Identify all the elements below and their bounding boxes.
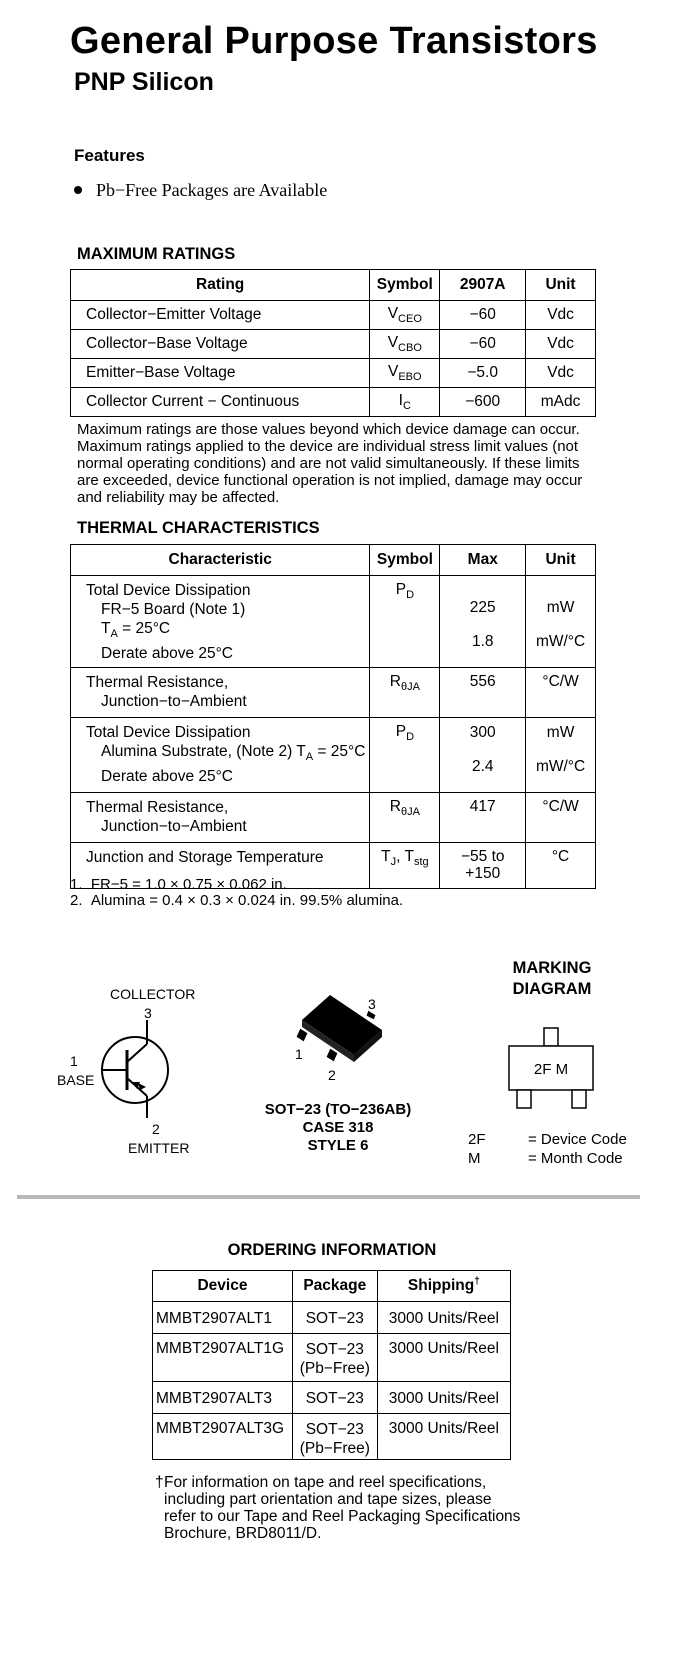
col-header: Package [292, 1271, 377, 1302]
rating-cell: Collector−Emitter Voltage [71, 301, 370, 330]
shipping-cell: 3000 Units/Reel [377, 1382, 510, 1414]
emitter-label: EMITTER [128, 1140, 190, 1156]
table-row [71, 330, 596, 359]
symbol-cell: $I_C$ [370, 388, 440, 417]
ordering-heading: ORDERING INFORMATION [227, 1241, 437, 1259]
max-cell: 417 [440, 793, 526, 843]
max-cell: 300 2.4 [440, 718, 526, 793]
characteristic-cell: Junction and Storage Temperature [71, 843, 370, 889]
symbol-cell: $V_{CEO}$ [370, 301, 440, 330]
pin-number: 1 [70, 1053, 78, 1069]
package-cell: SOT−23 (Pb−Free) [292, 1334, 377, 1382]
col-header: Symbol [370, 545, 440, 576]
table-row [71, 388, 596, 417]
col-header: Max [440, 545, 526, 576]
value-cell: −600 [440, 388, 526, 417]
characteristic-cell: Total Device Dissipation Alumina Substrate, (Note 2) $T_A = 25^\circ C$ Derate above 25°C [71, 718, 370, 793]
characteristic-cell: Thermal Resistance, Junction−to−Ambient [71, 668, 370, 718]
marking-diagram-heading: MARKING DIAGRAM [512, 959, 592, 998]
col-header: Symbol [370, 270, 440, 301]
value-cell: −60 [440, 330, 526, 359]
footnote: 2. Alumina = 0.4 × 0.3 × 0.024 in. 99.5% alumina. [70, 892, 404, 909]
unit-cell: °C/W [526, 668, 596, 718]
value-cell: −5.0 [440, 359, 526, 388]
pin-number: 3 [368, 996, 376, 1012]
pin-number: 1 [295, 1046, 303, 1062]
page-title: General Purpose Transistors [70, 20, 598, 62]
table-row [71, 793, 596, 843]
table-row [153, 1302, 511, 1334]
unit-cell: Vdc [526, 301, 596, 330]
symbol-cell: $P_D$ [370, 576, 440, 668]
table-row [71, 718, 596, 793]
page-subtitle: PNP Silicon [74, 68, 214, 96]
col-header: 2907A [440, 270, 526, 301]
sot23-package-icon [290, 990, 400, 1070]
col-header: Rating [71, 270, 370, 301]
rating-cell: Emitter−Base Voltage [71, 359, 370, 388]
shipping-cell: 3000 Units/Reel [377, 1414, 510, 1460]
table-header-row [153, 1271, 511, 1302]
footnote: 1. FR−5 = 1.0 × 0.75 × 0.062 in. [70, 876, 287, 893]
thermal-table [70, 544, 596, 889]
pin-number: 2 [152, 1121, 160, 1137]
rating-cell: Collector−Base Voltage [71, 330, 370, 359]
unit-cell: mW mW/°C [526, 718, 596, 793]
unit-cell: Vdc [526, 330, 596, 359]
unit-cell: mW mW/°C [526, 576, 596, 668]
value-cell: −60 [440, 301, 526, 330]
table-header-row [71, 270, 596, 301]
marking-code: 2F M [533, 1061, 569, 1078]
max-cell: 225 1.8 [440, 576, 526, 668]
rating-cell: Collector Current − Continuous [71, 388, 370, 417]
col-header: Device [153, 1271, 293, 1302]
max-ratings-note: Maximum ratings are those values beyond which device damage can occur. Maximum ratings applied to the device are individual stress limit values (not normal operating conditions) and are not valid simultaneously. If these limits are exceeded, device functional operation is not implied, damage may occur and reliability may be affected. [77, 421, 583, 506]
symbol-cell: $P_D$ [370, 718, 440, 793]
table-row [71, 359, 596, 388]
table-row [71, 576, 596, 668]
max-cell: −55 to +150 [440, 843, 526, 889]
pin-number: 2 [328, 1067, 336, 1083]
table-row [153, 1334, 511, 1382]
symbol-cell: $R_{\theta JA}$ [370, 793, 440, 843]
legend-item: 2F = Device Code [468, 1131, 627, 1148]
legend-item: M = Month Code [468, 1150, 623, 1167]
table-row [153, 1382, 511, 1414]
thermal-heading: THERMAL CHARACTERISTICS [77, 519, 320, 537]
symbol-cell: $V_{EBO}$ [370, 359, 440, 388]
unit-cell: °C/W [526, 793, 596, 843]
table-header-row [71, 545, 596, 576]
section-divider [17, 1195, 640, 1199]
package-cell: SOT−23 [292, 1382, 377, 1414]
ordering-footnote: †For information on tape and reel specifications, including part orientation and tape sizes, please refer to our Tape and Reel Packaging Specifications Brochure, BRD8011/D. [155, 1474, 521, 1542]
table-row [71, 301, 596, 330]
base-label: BASE [57, 1072, 95, 1088]
device-cell: MMBT2907ALT3G [153, 1414, 293, 1460]
symbol-cell: $T_J$, $T_{stg}$ [370, 843, 440, 889]
pin-number: 3 [144, 1005, 152, 1021]
device-cell: MMBT2907ALT1 [153, 1302, 293, 1334]
unit-cell: Vdc [526, 359, 596, 388]
unit-cell: °C [526, 843, 596, 889]
table-row [153, 1414, 511, 1460]
device-cell: MMBT2907ALT3 [153, 1382, 293, 1414]
symbol-cell: $R_{\theta JA}$ [370, 668, 440, 718]
symbol-cell: $V_{CBO}$ [370, 330, 440, 359]
max-ratings-heading: MAXIMUM RATINGS [77, 245, 236, 263]
characteristic-cell: Thermal Resistance, Junction−to−Ambient [71, 793, 370, 843]
col-header: Unit [526, 545, 596, 576]
col-header: Unit [526, 270, 596, 301]
max-cell: 556 [440, 668, 526, 718]
bullet-icon [74, 186, 82, 194]
package-cell: SOT−23 (Pb−Free) [292, 1414, 377, 1460]
shipping-cell: 3000 Units/Reel [377, 1334, 510, 1382]
col-header: Shipping† [377, 1271, 510, 1302]
col-header: Characteristic [71, 545, 370, 576]
max-ratings-table [70, 269, 596, 417]
table-row [71, 668, 596, 718]
package-cell: SOT−23 [292, 1302, 377, 1334]
unit-cell: mAdc [526, 388, 596, 417]
features-heading: Features [74, 146, 145, 165]
package-name: SOT−23 (TO−236AB) CASE 318 STYLE 6 [264, 1101, 412, 1154]
characteristic-cell: Total Device Dissipation FR−5 Board (Note 1) $T_A = 25^\circ C$ Derate above 25°C [71, 576, 370, 668]
device-cell: MMBT2907ALT1G [153, 1334, 293, 1382]
shipping-cell: 3000 Units/Reel [377, 1302, 510, 1334]
collector-label: COLLECTOR [110, 986, 196, 1002]
ordering-table [152, 1270, 511, 1460]
feature-item: Pb−Free Packages are Available [74, 180, 327, 201]
